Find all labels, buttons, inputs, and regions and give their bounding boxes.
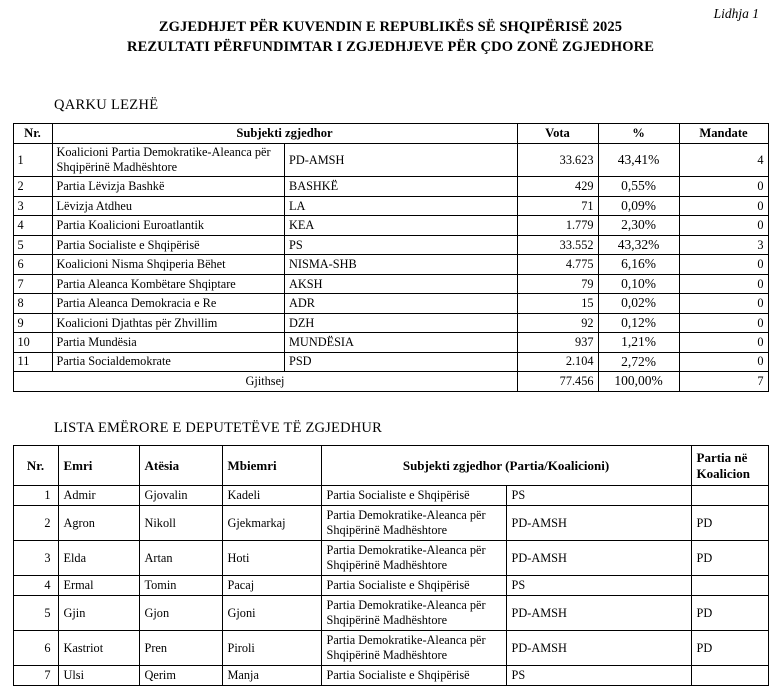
cell-mandates: 0 xyxy=(679,196,768,215)
table-row xyxy=(13,333,768,352)
table-row xyxy=(13,541,768,576)
cell-nr: 4 xyxy=(13,216,52,235)
cell-patronymic: Pren xyxy=(139,631,222,666)
cell-total-votes: 77.456 xyxy=(517,372,598,391)
cell-nr: 5 xyxy=(13,235,52,254)
cell-mandates: 3 xyxy=(679,235,768,254)
header-first-name: Emri xyxy=(58,445,139,486)
document-title xyxy=(12,0,769,57)
cell-abbr: BASHKË xyxy=(285,177,518,196)
cell-mandates: 0 xyxy=(679,216,768,235)
cell-percent: 0,55% xyxy=(598,177,679,196)
cell-nr: 9 xyxy=(13,313,52,332)
table-row xyxy=(13,666,768,686)
cell-percent: 2,72% xyxy=(598,352,679,371)
header-percent: % xyxy=(598,124,679,144)
cell-last-name: Gjekmarkaj xyxy=(222,506,321,541)
cell-subject: Partia Koalicioni Euroatlantik xyxy=(52,216,285,235)
header-subject: Subjekti zgjedhor (Partia/Koalicioni) xyxy=(321,445,691,486)
cell-mandates: 0 xyxy=(679,352,768,371)
table-row xyxy=(13,274,768,293)
cell-abbr: PD-AMSH xyxy=(506,541,691,576)
table-row xyxy=(13,144,768,177)
cell-total-mandates: 7 xyxy=(679,372,768,391)
table-row xyxy=(13,177,768,196)
cell-votes: 2.104 xyxy=(517,352,598,371)
cell-coalition xyxy=(691,576,768,596)
elected-deputies-table xyxy=(13,445,769,686)
header-party-line-2: Koalicion xyxy=(696,465,750,481)
cell-percent: 43,41% xyxy=(598,144,679,177)
cell-subject: Partia Lëvizja Bashkë xyxy=(52,177,285,196)
cell-votes: 1.779 xyxy=(517,216,598,235)
cell-last-name: Pacaj xyxy=(222,576,321,596)
annex-label: Lidhja 1 xyxy=(713,6,759,21)
cell-mandates: 0 xyxy=(679,294,768,313)
cell-first-name: Agron xyxy=(58,506,139,541)
header-party-line-1: Partia në xyxy=(696,449,748,465)
cell-abbr: PS xyxy=(506,576,691,596)
cell-coalition xyxy=(691,486,768,506)
cell-percent: 0,02% xyxy=(598,294,679,313)
cell-nr: 4 xyxy=(13,576,58,596)
cell-subject: Partia Socialiste e Shqipërisë xyxy=(321,486,506,506)
cell-last-name: Piroli xyxy=(222,631,321,666)
cell-abbr: MUNDËSIA xyxy=(285,333,518,352)
document-title-line-1: ZGJEDHJET PËR KUVENDIN E REPUBLIKËS SË SHQIPËRISË 2025 xyxy=(158,19,623,35)
table-row xyxy=(13,196,768,215)
cell-abbr: PS xyxy=(285,235,518,254)
cell-subject: Partia Socialiste e Shqipërisë xyxy=(321,666,506,686)
cell-subject: Partia Demokratike-Aleanca për Shqipërinë Madhështore xyxy=(321,541,506,576)
table-row xyxy=(13,313,768,332)
cell-mandates: 0 xyxy=(679,255,768,274)
cell-subject: Koalicioni Djathtas për Zhvillim xyxy=(52,313,285,332)
cell-abbr: PD-AMSH xyxy=(506,631,691,666)
cell-mandates: 0 xyxy=(679,333,768,352)
deputies-list-label: LISTA EMËRORE E DEPUTETËVE TË ZGJEDHUR xyxy=(54,419,382,436)
cell-votes: 71 xyxy=(517,196,598,215)
cell-patronymic: Gjon xyxy=(139,596,222,631)
cell-nr: 6 xyxy=(13,631,58,666)
cell-abbr: PD-AMSH xyxy=(506,506,691,541)
cell-patronymic: Tomin xyxy=(139,576,222,596)
table-row xyxy=(13,216,768,235)
cell-nr: 7 xyxy=(13,666,58,686)
cell-subject: Partia Demokratike-Aleanca për Shqipërinë Madhështore xyxy=(321,631,506,666)
cell-nr: 7 xyxy=(13,274,52,293)
cell-subject: Koalicioni Partia Demokratike-Aleanca për Shqipërinë Madhështore xyxy=(52,144,285,177)
cell-nr: 6 xyxy=(13,255,52,274)
cell-abbr: PD-AMSH xyxy=(506,596,691,631)
cell-subject: Partia Aleanca Kombëtare Shqiptare xyxy=(52,274,285,293)
table-row xyxy=(13,235,768,254)
header-votes: Vota xyxy=(517,124,598,144)
cell-mandates: 0 xyxy=(679,274,768,293)
header-nr: Nr. xyxy=(13,124,52,144)
cell-coalition xyxy=(691,666,768,686)
table-row xyxy=(13,352,768,371)
table-total-row xyxy=(13,372,768,391)
cell-total-label: Gjithsej xyxy=(13,372,517,391)
cell-percent: 0,10% xyxy=(598,274,679,293)
cell-votes: 429 xyxy=(517,177,598,196)
cell-nr: 2 xyxy=(13,177,52,196)
cell-votes: 92 xyxy=(517,313,598,332)
table-row xyxy=(13,576,768,596)
document-title-line-2: REZULTATI PËRFUNDIMTAR I ZGJEDHJEVE PËR ÇDO ZONË ZGJEDHORE xyxy=(127,38,654,55)
cell-nr: 5 xyxy=(13,596,58,631)
header-mandates: Mandate xyxy=(679,124,768,144)
header-party-in-coalition xyxy=(691,445,768,486)
deputies-body xyxy=(13,486,768,686)
cell-nr: 8 xyxy=(13,294,52,313)
cell-abbr: PS xyxy=(506,486,691,506)
cell-first-name: Ulsi xyxy=(58,666,139,686)
results-body xyxy=(13,144,768,391)
cell-subject: Partia Socialiste e Shqipërisë xyxy=(52,235,285,254)
table-header-row xyxy=(13,124,768,144)
cell-mandates: 0 xyxy=(679,177,768,196)
cell-percent: 6,16% xyxy=(598,255,679,274)
cell-last-name: Kadeli xyxy=(222,486,321,506)
cell-first-name: Admir xyxy=(58,486,139,506)
cell-votes: 33.552 xyxy=(517,235,598,254)
cell-abbr: PS xyxy=(506,666,691,686)
cell-coalition: PD xyxy=(691,541,768,576)
cell-patronymic: Artan xyxy=(139,541,222,576)
cell-patronymic: Qerim xyxy=(139,666,222,686)
table-row xyxy=(13,631,768,666)
cell-abbr: PD-AMSH xyxy=(285,144,518,177)
cell-subject: Koalicioni Nisma Shqiperia Bëhet xyxy=(52,255,285,274)
cell-nr: 1 xyxy=(13,144,52,177)
cell-subject: Lëvizja Atdheu xyxy=(52,196,285,215)
cell-first-name: Ermal xyxy=(58,576,139,596)
cell-last-name: Hoti xyxy=(222,541,321,576)
cell-abbr: KEA xyxy=(285,216,518,235)
table-row xyxy=(13,486,768,506)
cell-nr: 11 xyxy=(13,352,52,371)
cell-mandates: 4 xyxy=(679,144,768,177)
cell-percent: 2,30% xyxy=(598,216,679,235)
cell-subject: Partia Demokratike-Aleanca për Shqipërinë Madhështore xyxy=(321,506,506,541)
cell-subject: Partia Demokratike-Aleanca për Shqipërinë Madhështore xyxy=(321,596,506,631)
cell-abbr: DZH xyxy=(285,313,518,332)
table-row xyxy=(13,596,768,631)
table-row xyxy=(13,294,768,313)
cell-coalition: PD xyxy=(691,506,768,541)
cell-first-name: Elda xyxy=(58,541,139,576)
cell-votes: 33.623 xyxy=(517,144,598,177)
cell-abbr: LA xyxy=(285,196,518,215)
cell-subject: Partia Socialiste e Shqipërisë xyxy=(321,576,506,596)
cell-nr: 1 xyxy=(13,486,58,506)
cell-votes: 4.775 xyxy=(517,255,598,274)
cell-subject: Partia Aleanca Demokracia e Re xyxy=(52,294,285,313)
cell-last-name: Gjoni xyxy=(222,596,321,631)
cell-abbr: NISMA-SHB xyxy=(285,255,518,274)
table-row xyxy=(13,506,768,541)
header-subject: Subjekti zgjedhor xyxy=(52,124,517,144)
cell-patronymic: Gjovalin xyxy=(139,486,222,506)
cell-nr: 3 xyxy=(13,541,58,576)
cell-coalition: PD xyxy=(691,631,768,666)
cell-nr: 10 xyxy=(13,333,52,352)
cell-votes: 937 xyxy=(517,333,598,352)
cell-coalition: PD xyxy=(691,596,768,631)
cell-abbr: AKSH xyxy=(285,274,518,293)
cell-percent: 0,09% xyxy=(598,196,679,215)
cell-nr: 3 xyxy=(13,196,52,215)
table-row xyxy=(13,255,768,274)
cell-subject: Partia Mundësia xyxy=(52,333,285,352)
cell-patronymic: Nikoll xyxy=(139,506,222,541)
cell-last-name: Manja xyxy=(222,666,321,686)
cell-nr: 2 xyxy=(13,506,58,541)
cell-total-percent: 100,00% xyxy=(598,372,679,391)
cell-mandates: 0 xyxy=(679,313,768,332)
cell-percent: 1,21% xyxy=(598,333,679,352)
cell-abbr: PSD xyxy=(285,352,518,371)
cell-percent: 43,32% xyxy=(598,235,679,254)
deputies-header-row xyxy=(13,445,768,486)
cell-first-name: Kastriot xyxy=(58,631,139,666)
cell-abbr: ADR xyxy=(285,294,518,313)
cell-votes: 15 xyxy=(517,294,598,313)
header-last-name: Mbiemri xyxy=(222,445,321,486)
header-patronymic: Atësia xyxy=(139,445,222,486)
cell-percent: 0,12% xyxy=(598,313,679,332)
cell-votes: 79 xyxy=(517,274,598,293)
region-label: QARKU LEZHË xyxy=(54,97,159,114)
header-nr: Nr. xyxy=(13,445,58,486)
cell-subject: Partia Socialdemokrate xyxy=(52,352,285,371)
election-results-table xyxy=(13,123,769,392)
cell-first-name: Gjin xyxy=(58,596,139,631)
